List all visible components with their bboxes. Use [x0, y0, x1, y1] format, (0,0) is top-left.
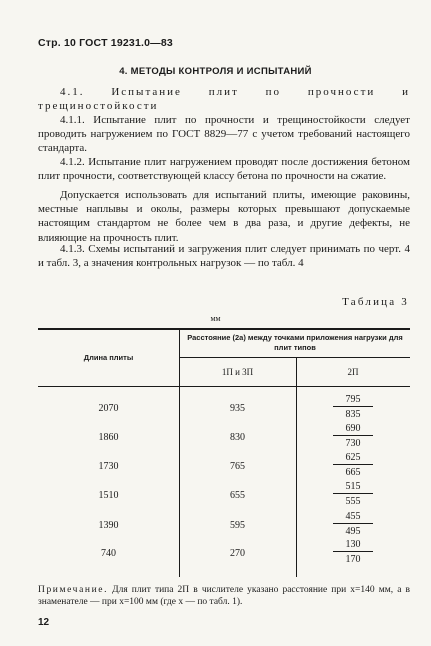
row-6-type2-numerator: 130 [333, 539, 373, 552]
row-5-type1: 595 [230, 520, 245, 531]
row-2-length: 1860 [98, 432, 119, 443]
paragraph-allowance: Допускается использовать для испытаний плиты, имеющие раковины, местные наплывы и околы, размеры которых превышают допускаемые настоящим стандартом не более чем в два раза, и другие дефекты, не влияющие на прочность плит. [38, 189, 410, 244]
row-6-type2-denominator: 170 [345, 554, 361, 565]
header-type-1p-3p: 1П и 3П [221, 367, 254, 377]
row-3-type2-denominator: 665 [345, 467, 361, 478]
paragraph-4-1-3: 4.1.3. Схемы испытаний и загружения плит следует принимать по черт. 4 и табл. 3, а значения контрольных нагрузок — по табл. 4 [38, 243, 410, 270]
section-title: 4. МЕТОДЫ КОНТРОЛЯ И ИСПЫТАНИЙ [119, 66, 312, 77]
row-5-type2-numerator: 455 [333, 511, 373, 524]
row-1-type2-fraction [333, 394, 373, 420]
table-header-rule [38, 386, 410, 387]
table-top-rule [38, 328, 410, 330]
row-3-type1: 765 [230, 461, 245, 472]
row-2-type2-fraction [333, 423, 373, 449]
row-6-length: 740 [101, 548, 116, 559]
page-header: Стр. 10 ГОСТ 19231.0—83 [38, 37, 173, 49]
table-unit: мм [210, 314, 221, 323]
row-2-type2-numerator: 690 [333, 423, 373, 436]
paragraph-4-1-1: 4.1.1. Испытание плит по прочности и трещиностойкости следует проводить нагружением по ГОСТ 8829—77 с учетом требований настоящего стандарта. [38, 114, 410, 155]
table-vrule-1 [179, 328, 180, 577]
row-6-type1: 270 [230, 548, 245, 559]
header-type-2p: 2П [347, 367, 359, 377]
row-1-type2-denominator: 835 [345, 409, 361, 420]
row-3-length: 1730 [98, 461, 119, 472]
data-table [38, 328, 410, 577]
note-text: Для плит типа 2П в числителе указано расстояние при x=140 мм, а в знаменателе — при x=100 мм (где x — по табл. 1). [38, 585, 410, 607]
row-5-type2-denominator: 495 [345, 526, 361, 537]
row-4-length: 1510 [98, 490, 119, 501]
note-label: Примечание. [38, 585, 109, 595]
row-4-type1: 655 [230, 490, 245, 501]
header-length: Длина плиты [83, 353, 134, 362]
row-4-type2-denominator: 555 [345, 496, 361, 507]
row-2-type2-denominator: 730 [345, 438, 361, 449]
row-1-type2-numerator: 795 [333, 394, 373, 407]
row-5-length: 1390 [98, 520, 119, 531]
table-note [38, 584, 410, 608]
table-vrule-2 [296, 357, 297, 577]
paragraph-4-1: 4.1. Испытание плит по прочности и трещиностойкости [38, 86, 410, 113]
table-subheader-rule [179, 357, 410, 358]
header-distance: Расстояние (2a) между точками приложения нагрузки для плит типов [187, 333, 403, 352]
paragraph-4-1-2: 4.1.2. Испытание плит нагружением проводят после достижения бетоном плит прочности, соответствующей классу бетона по прочности на сжатие. [38, 156, 410, 183]
row-2-type1: 830 [230, 432, 245, 443]
table-caption: Таблица 3 [342, 296, 409, 308]
row-1-type1: 935 [230, 403, 245, 414]
row-1-length: 2070 [98, 403, 119, 414]
row-5-type2-fraction [333, 511, 373, 537]
page-number: 12 [38, 617, 50, 628]
row-3-type2-numerator: 625 [333, 452, 373, 465]
row-3-type2-fraction [333, 452, 373, 478]
row-4-type2-fraction [333, 481, 373, 507]
row-6-type2-fraction [333, 539, 373, 565]
row-4-type2-numerator: 515 [333, 481, 373, 494]
